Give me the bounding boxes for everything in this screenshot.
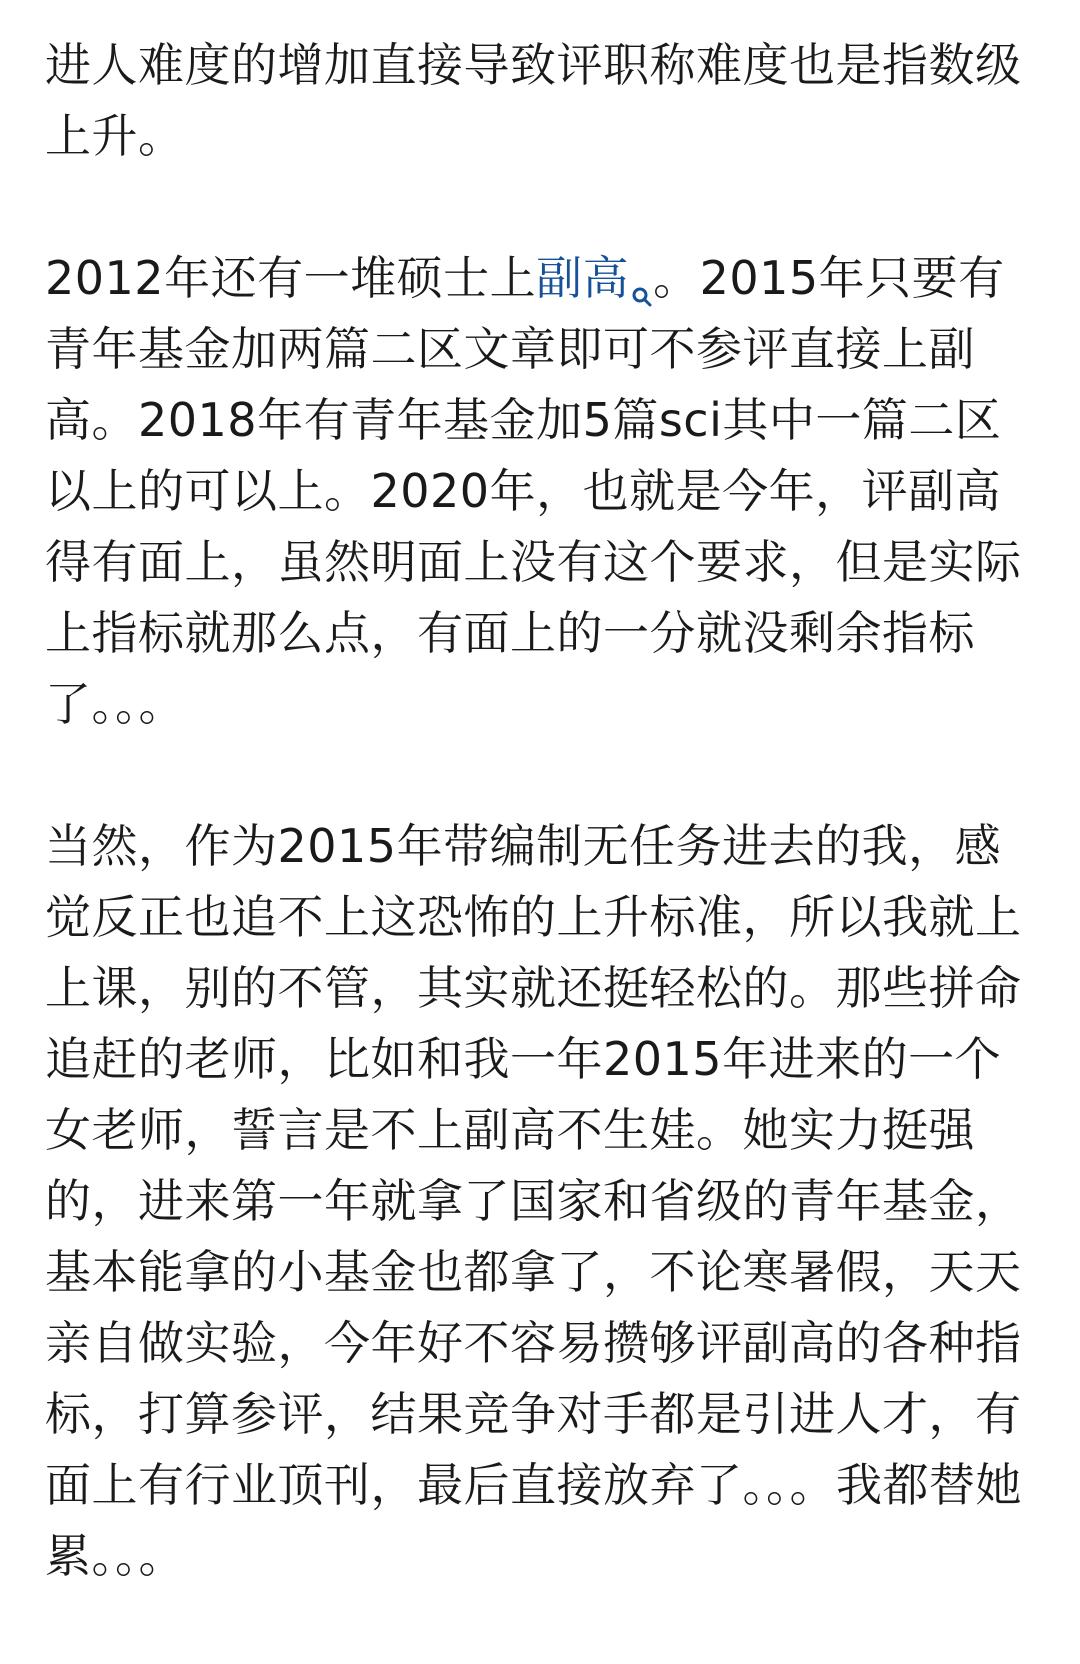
paragraph-3: 当然，作为2015年带编制无任务进去的我，感觉反正也追不上这恐怖的上升标准，所以我就上上课，别的不管，其实就还挺轻松的。那些拼命追赶的老师，比如和我一年2015年进来的一个女老师，誓言是不上副高不生娃。她实力挺强的，进来第一年就拿了国家和省级的青年基金，基本能拿的小基金也都拿了，不论寒暑假，天天亲自做实验，今年好不容易攒够评副高的各种指标，打算参评，结果竞争对手都是引进人才，有面上有行业顶刊，最后直接放弃了。。。我都替她累。。。 xyxy=(45,819,1022,1583)
paragraph-2-text-before: 2012年还有一堆硕士上 xyxy=(45,251,537,305)
paragraph-1: 进人难度的增加直接导致评职称难度也是指数级上升。 xyxy=(45,38,1022,163)
paragraph-2-text-after: 。2015年只要有青年基金加两篇二区文章即可不参评直接上副高。2018年有青年基金加5篇sci其中一篇二区以上的可以上。2020年，也就是今年，评副高得有面上，虽然明面上没有这个要求，但是实际上指标就那么点，有面上的一分就没剩余指标了。。。 xyxy=(45,251,1022,731)
keyword-link-fugao[interactable]: 副高 xyxy=(536,251,630,305)
paragraph-2 xyxy=(45,243,1026,740)
search-icon[interactable] xyxy=(631,257,653,279)
